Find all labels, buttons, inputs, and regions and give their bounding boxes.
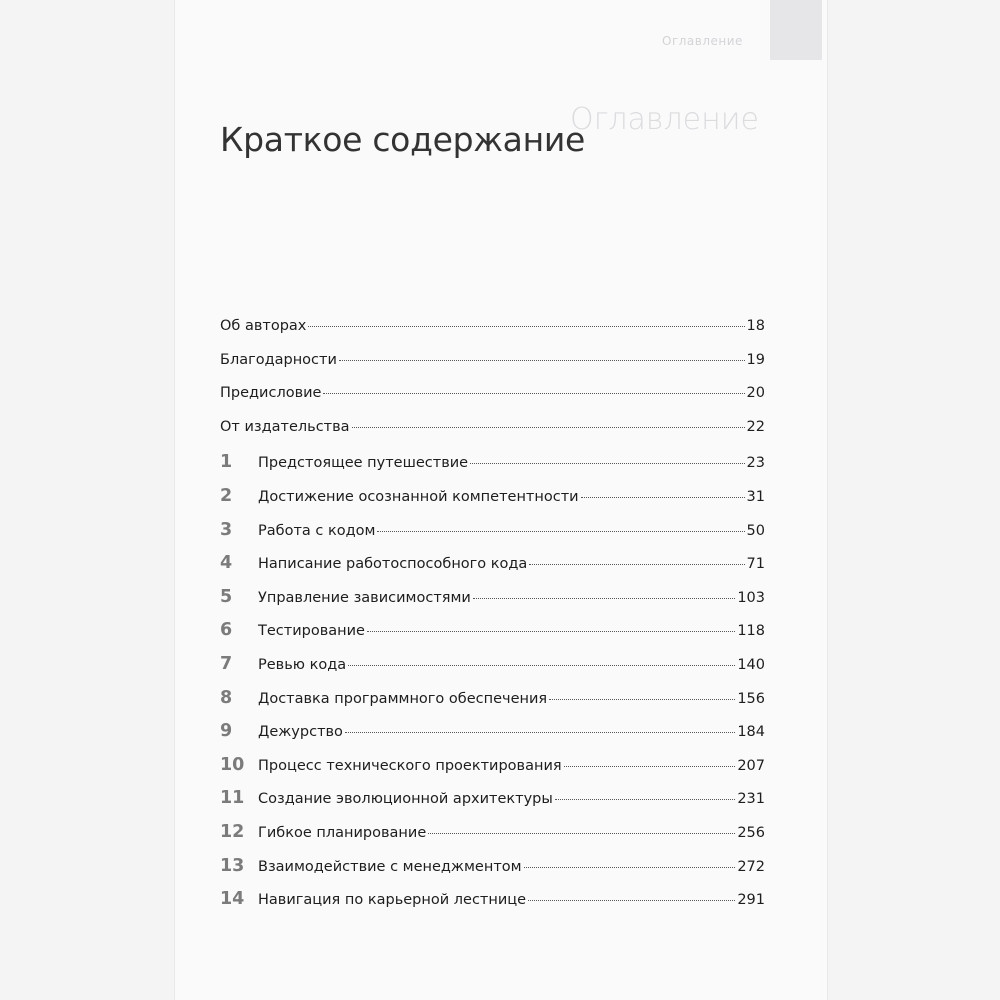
chapter-title: Достижение осознанной компетентности [258, 488, 579, 505]
toc-chapter-row[interactable] [220, 788, 765, 822]
toc-entry-page: 20 [746, 385, 765, 402]
leader-dots [524, 867, 736, 868]
chapter-number: 4 [220, 553, 233, 574]
toc-entry-label: Предисловие [220, 385, 322, 402]
chapter-number: 14 [220, 889, 245, 910]
chapter-page: 256 [737, 824, 765, 841]
leader-dots [345, 732, 735, 733]
toc-entry-label: Об авторах [220, 318, 307, 334]
chapter-number: 2 [220, 485, 233, 506]
chapter-number: 11 [220, 788, 245, 809]
toc-entry-page: 19 [746, 351, 765, 368]
chapter-page: 291 [737, 892, 765, 909]
toc-entry-page: 22 [746, 418, 765, 435]
chapter-title: Управление зависимостями [258, 589, 471, 606]
toc-chapter-row[interactable] [220, 452, 765, 486]
leader-dots [367, 631, 735, 632]
leader-dots [428, 833, 735, 834]
leader-dots [339, 360, 745, 361]
leader-dots [528, 900, 735, 901]
leader-dots [473, 598, 735, 599]
toc-chapter-row[interactable] [220, 620, 765, 654]
chapter-page: 272 [737, 858, 765, 875]
toc-chapter-row[interactable] [220, 822, 765, 856]
chapter-number: 12 [220, 821, 245, 842]
toc-chapter-row[interactable] [220, 486, 765, 520]
toc-front-row[interactable] [220, 318, 765, 352]
leader-dots [348, 665, 735, 666]
leader-dots [581, 497, 745, 498]
leader-dots [308, 326, 744, 327]
toc-entry-label: Благодарности [220, 351, 337, 368]
toc-chapter-row[interactable] [220, 755, 765, 789]
chapter-title: Ревью кода [258, 656, 347, 673]
chapter-title: Доставка программного обеспечения [258, 690, 548, 707]
toc-front-row[interactable] [220, 352, 765, 386]
chapter-number: 13 [220, 855, 245, 876]
toc-chapter-row[interactable] [220, 587, 765, 621]
bleed-through-title: Оглавление [570, 102, 759, 137]
leader-dots [564, 766, 736, 767]
toc-front-row[interactable] [220, 385, 765, 419]
chapter-number: 3 [220, 519, 233, 540]
chapter-title: Тестирование [258, 623, 365, 640]
leader-dots [549, 699, 735, 700]
toc-chapter-row[interactable] [220, 856, 765, 890]
chapter-title: Дежурство [258, 724, 343, 741]
toc-chapter-row[interactable] [220, 553, 765, 587]
toc-chapter-row[interactable] [220, 654, 765, 688]
chapter-page: 231 [737, 791, 765, 808]
leader-dots [555, 799, 735, 800]
leader-dots [323, 393, 744, 394]
chapter-number: 1 [220, 452, 233, 473]
toc-chapter-row[interactable] [220, 721, 765, 755]
chapter-page: 207 [737, 757, 765, 774]
chapter-page: 71 [746, 556, 765, 573]
chapter-page: 184 [737, 724, 765, 741]
toc-entry-page: 18 [746, 318, 765, 334]
chapter-page: 140 [737, 656, 765, 673]
toc-chapter-row[interactable] [220, 688, 765, 722]
page-title: Краткое содержание [220, 120, 586, 160]
bleed-through-header: Оглавление [662, 34, 743, 48]
chapter-page: 118 [737, 623, 765, 640]
toc-chapter-row[interactable] [220, 889, 765, 923]
leader-dots [352, 427, 745, 428]
chapter-number: 5 [220, 586, 233, 607]
chapter-page: 50 [746, 522, 765, 539]
chapter-number: 8 [220, 687, 233, 708]
chapter-page: 156 [737, 690, 765, 707]
chapter-title: Процесс технического проектирования [258, 757, 562, 774]
chapter-page: 23 [746, 455, 765, 472]
chapter-number: 7 [220, 653, 233, 674]
chapter-page: 31 [746, 488, 765, 505]
chapter-number: 9 [220, 721, 233, 742]
toc-chapter-row[interactable] [220, 520, 765, 554]
chapter-title: Предстоящее путешествие [258, 455, 469, 472]
toc-front-row[interactable] [220, 419, 765, 453]
chapter-title: Создание эволюционной архитектуры [258, 791, 553, 808]
chapter-title: Гибкое планирование [258, 824, 427, 841]
leader-dots [377, 531, 744, 532]
chapter-title: Написание работоспособного кода [258, 556, 528, 573]
leader-dots [470, 463, 744, 464]
chapter-page: 103 [737, 589, 765, 606]
toc-entry-label: От издательства [220, 418, 350, 435]
chapter-number: 6 [220, 620, 233, 641]
chapter-title: Взаимодействие с менеджментом [258, 858, 522, 875]
chapter-title: Навигация по карьерной лестнице [258, 892, 527, 909]
table-of-contents [220, 318, 765, 923]
bleed-through-tab [770, 0, 822, 60]
chapter-title: Работа с кодом [258, 522, 376, 539]
leader-dots [529, 564, 744, 565]
chapter-number: 10 [220, 754, 245, 775]
